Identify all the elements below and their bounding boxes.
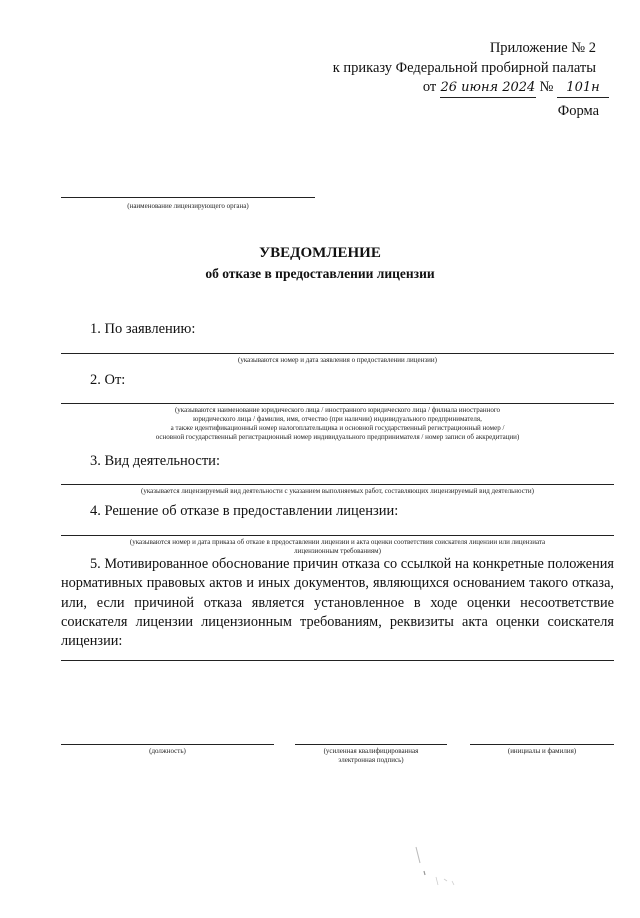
field-applicant-line xyxy=(61,403,614,404)
signature-caption-1: (усиленная квалифицированная xyxy=(323,747,419,755)
authority-line xyxy=(61,197,315,198)
refusal-grounds-paragraph: 5. Мотивированное обоснование причин отказа со ссылкой на конкретные положения нормативных правовых актов и иных документов, являющихся основанием такого отказа, или, если причиной отказа является установленное в ходе оценки несоответствие соискателя лицензии лицензионным требованиям, реквизиты акта оценки соискателя лицензии: xyxy=(61,556,614,650)
field-application-label: 1. По заявлению: xyxy=(90,321,196,337)
signature-caption-2: электронная подпись) xyxy=(338,756,404,764)
order-reference: к приказу Федеральной пробирной палаты xyxy=(332,60,596,76)
field-activity-line xyxy=(61,484,614,485)
field-applicant-caption-3: а также идентификационный номер налогоплательщика и основной государственный регистрационный номер / xyxy=(170,424,505,432)
field-decision-line xyxy=(61,535,614,536)
field-decision-caption-1: (указываются номер и дата приказа об отказе в предоставлении лицензии и акта оценки соответствия соискателя лицензии или лицензиата xyxy=(129,538,546,546)
document-title: УВЕДОМЛЕНИЕ xyxy=(259,245,381,261)
field-decision-label: 4. Решение об отказе в предоставлении лицензии: xyxy=(90,503,399,519)
handwritten-date: 26 июня 2024 xyxy=(440,78,536,98)
order-date-line xyxy=(423,78,609,98)
name-line xyxy=(470,744,614,745)
document-subtitle: об отказе в предоставлении лицензии xyxy=(205,266,435,281)
field-application-line xyxy=(61,353,614,354)
name-caption: (инициалы и фамилия) xyxy=(507,747,577,755)
field-applicant-caption-1: (указываются наименование юридического лица / иностранного юридического лица / филиала иностранного xyxy=(174,406,501,414)
form-label: Форма xyxy=(557,103,599,119)
signature-line xyxy=(295,744,447,745)
appendix-number: Приложение № 2 xyxy=(489,40,596,56)
field-applicant-caption-4: основной государственный регистрационный номер индивидуального предпринимателя / номер записи об аккредитации) xyxy=(155,433,520,441)
field-applicant-caption-2: юридического лица / фамилия, имя, отчество (при наличии) индивидуального предпринимателя, xyxy=(193,415,482,423)
field-applicant-label: 2. От: xyxy=(90,372,126,388)
scan-marks-icon xyxy=(414,845,464,895)
authority-caption: (наименование лицензирующего органа) xyxy=(127,202,249,210)
field-decision-caption-2: лицензионным требованиям) xyxy=(294,547,381,555)
field-activity-label: 3. Вид деятельности: xyxy=(90,453,220,469)
handwritten-number: 101н xyxy=(557,78,609,98)
from-prefix: от xyxy=(422,79,437,95)
field-application-caption: (указываются номер и дата заявления о предоставлении лицензии) xyxy=(238,356,437,364)
field-activity-caption: (указывается лицензируемый вид деятельности с указанием выполняемых работ, составляющих лицензируемый вид деятельности) xyxy=(141,487,534,495)
position-line xyxy=(61,744,274,745)
number-sign: № xyxy=(539,79,554,95)
refusal-grounds-line xyxy=(61,660,614,661)
position-caption: (должность) xyxy=(149,747,186,755)
